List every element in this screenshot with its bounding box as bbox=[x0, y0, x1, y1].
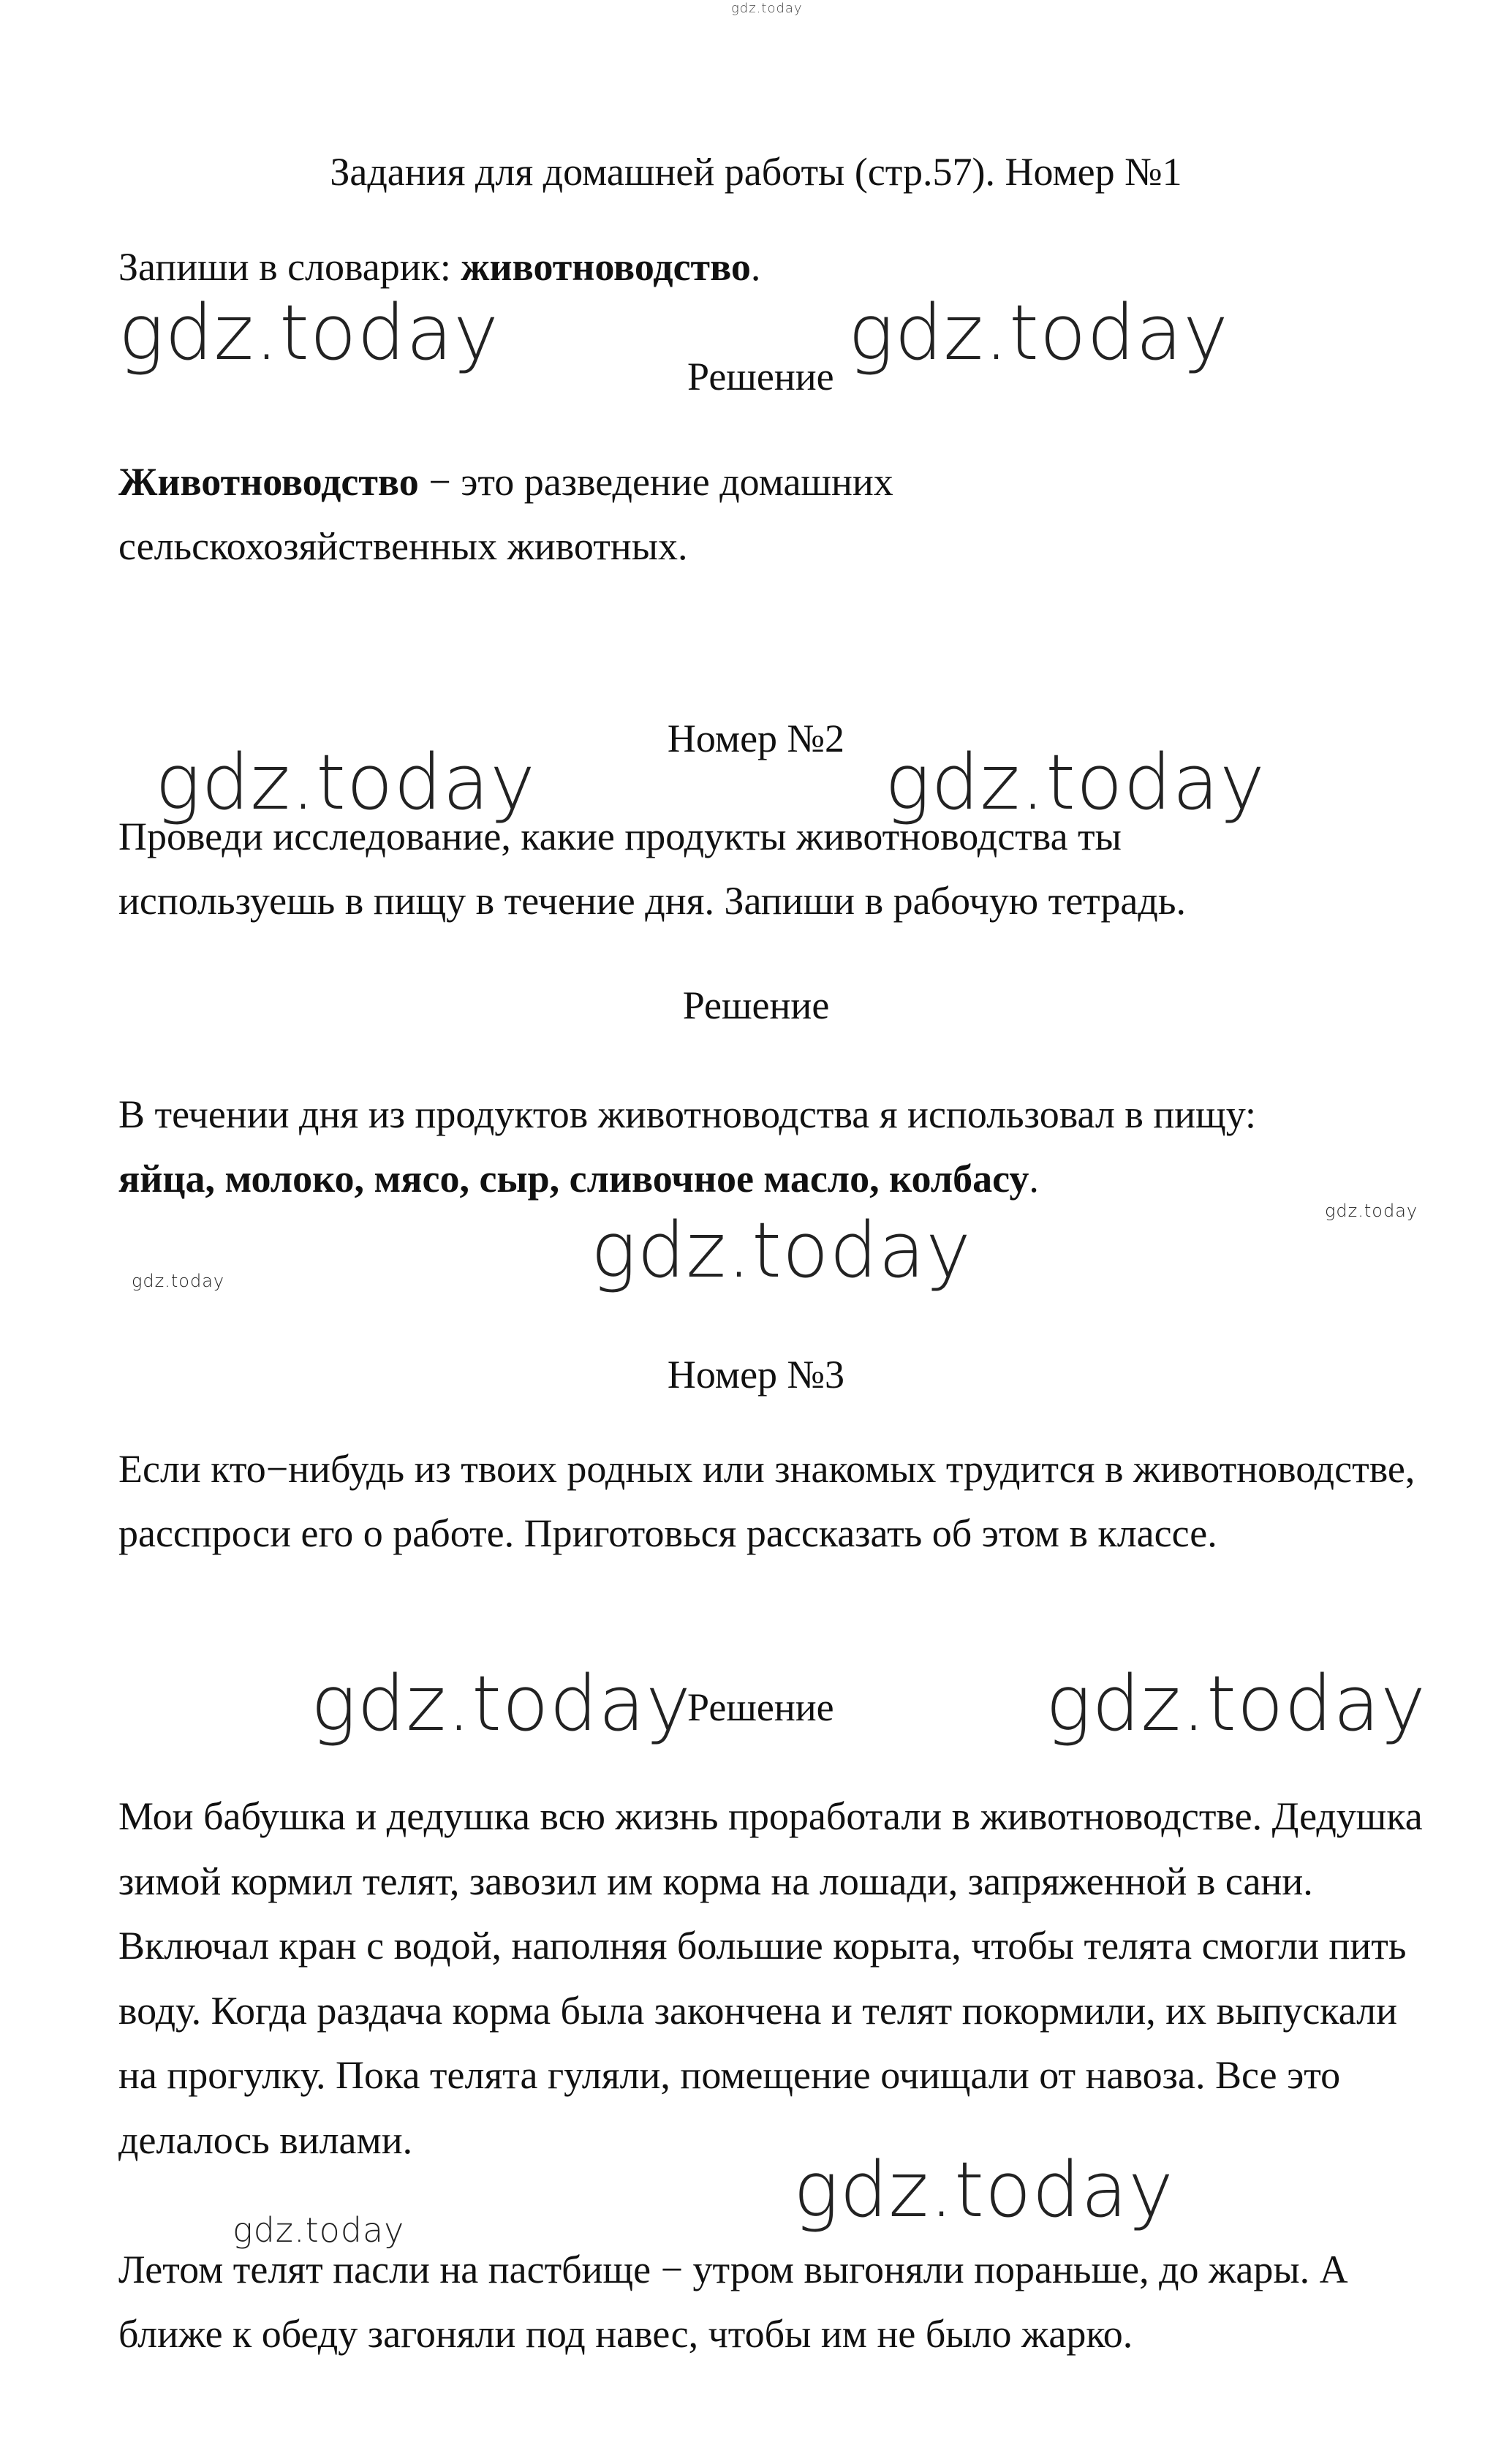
task1-term: животноводство bbox=[461, 245, 751, 289]
task3-solution-label: Решение bbox=[687, 1685, 834, 1729]
watermark: gdz.today bbox=[885, 738, 1266, 827]
watermark: gdz.today bbox=[233, 2210, 405, 2250]
watermark: gdz.today bbox=[848, 288, 1229, 377]
task2-answer: В течении дня из продуктов животноводства я использовал в пищу: яйца, молоко, мясо, сыр, сливочное масло, колбасу. bbox=[118, 1092, 1257, 1201]
watermark: gdz.today bbox=[132, 1271, 225, 1291]
task3-prompt: Если кто−нибудь из твоих родных или знакомых трудится в животноводстве, расспроси его о работе. Приготовься рассказать об этом в классе. bbox=[118, 1447, 1415, 1555]
task1-solution-label: Решение bbox=[687, 355, 834, 398]
task3-heading: Номер №3 bbox=[667, 1353, 845, 1397]
task2-heading: Номер №2 bbox=[667, 717, 845, 760]
task2-answer-items: яйца, молоко, мясо, сыр, сливочное масло, колбасу bbox=[118, 1157, 1029, 1201]
watermark: gdz.today bbox=[118, 288, 499, 377]
watermark: gdz.today bbox=[155, 738, 536, 827]
task2-prompt: Проведи исследование, какие продукты животноводства ты используешь в пищу в течение дня. Запиши в рабочую тетрадь. bbox=[118, 815, 1187, 923]
task3-answer-paragraph1: Мои бабушка и дедушка всю жизнь проработали в животноводстве. Дедушка зимой кормил телят, завозил им корма на лошади, запряженной в сани. Включал кран с водой, наполняя большие корыта, чтобы телята смогли пить воду. Когда раздача корма была закончена и телят покормили, их выпускали на прогулку. Пока телята гуляли, помещение очищали от навоза. Все это делалось вилами. bbox=[118, 1794, 1423, 2162]
task1-prompt: Запиши в словарик: животноводство. bbox=[118, 245, 761, 289]
watermark: gdz.today bbox=[1046, 1659, 1426, 1748]
task1-heading: Задания для домашней работы (стр.57). Номер №1 bbox=[330, 150, 1182, 194]
task2-solution-label: Решение bbox=[682, 983, 830, 1027]
task1-answer: Животноводство − это разведение домашних сельскохозяйственных животных. bbox=[118, 460, 893, 568]
task1-answer-term: Животноводство bbox=[118, 460, 419, 504]
watermark: gdz.today bbox=[311, 1659, 692, 1748]
watermark: gdz.today bbox=[793, 2145, 1174, 2234]
watermark: gdz.today bbox=[1325, 1201, 1418, 1221]
task3-answer-paragraph2: Летом телят пасли на пастбище − утром выгоняли пораньше, до жары. А ближе к обеду загоняли под навес, чтобы им не было жарко. bbox=[118, 2248, 1348, 2356]
watermark: gdz.today bbox=[591, 1206, 972, 1295]
watermark-top: gdz.today bbox=[731, 1, 803, 16]
